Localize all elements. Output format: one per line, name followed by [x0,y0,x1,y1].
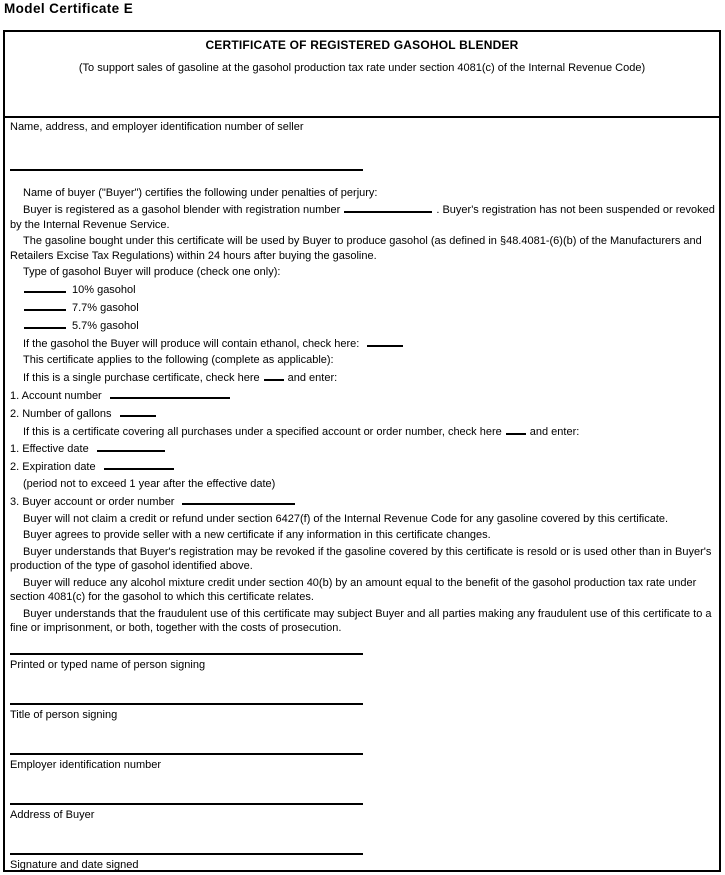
buyer-address-field[interactable] [10,803,363,822]
perjury-statement: Name of buyer ("Buyer") certifies the following under penalties of perjury: [23,186,378,199]
title-of-signer-field[interactable] [10,703,363,722]
account-number-label: 1. Account number [10,389,102,402]
number-of-gallons-row [10,406,715,421]
single-purchase-text-before: If this is a single purchase certificate, check here [23,372,260,385]
number-of-gallons-blank[interactable] [120,406,156,417]
effective-date-blank[interactable] [97,441,165,452]
expiration-date-label: 2. Expiration date [10,461,96,474]
buyer-name-line[interactable] [10,169,363,171]
printed-name-field[interactable] [10,653,363,672]
new-certificate-paragraph: Buyer agrees to provide seller with a new certificate if any information in this certificate changes. [23,529,491,542]
buyer-account-label: 3. Buyer account or order number [10,495,175,508]
registration-text-before: Buyer is registered as a gasohol blender with registration number [23,204,341,217]
certificate-content [5,120,719,872]
covering-text-before: If this is a certificate covering all purchases under a specified account or order number, check here [23,425,502,438]
model-certificate-label: Model Certificate E [4,1,134,16]
covering-purchases-row [10,424,715,439]
signature-date-field[interactable] [10,853,363,872]
no-credit-paragraph: Buyer will not claim a credit or refund under section 6427(f) of the Internal Revenue Code for any gasoline covered by this certificate. [23,512,669,525]
buyer-address-label: Address of Buyer [10,809,95,822]
certificate-box [3,30,721,872]
printed-name-label: Printed or typed name of person signing [10,658,206,671]
account-number-blank[interactable] [110,388,230,399]
certificate-title: CERTIFICATE OF REGISTERED GASOHOL BLENDER [205,38,519,52]
single-purchase-text-after: and enter: [287,372,338,385]
type-heading: Type of gasohol Buyer will produce (check one only): [23,266,281,279]
registration-number-blank[interactable] [344,202,432,213]
expiration-date-row [10,459,715,474]
number-of-gallons-label: 2. Number of gallons [10,407,112,420]
gasohol-option-row-5-7 [10,318,715,333]
account-number-row [10,388,715,403]
covering-checkbox[interactable] [506,424,526,435]
revocation-paragraph: Buyer understands that Buyer's registration may be revoked if the gasoline covered by this certificate is resold or is used other than in Buyer's production of the type of gasohol identified above. [10,546,712,573]
employer-id-label: Employer identification number [10,758,162,771]
ethanol-check-label: If the gasohol the Buyer will produce will contain ethanol, check here: [23,337,360,350]
ethanol-checkbox[interactable] [367,336,403,347]
covering-text-after: and enter: [529,425,580,438]
buyer-account-blank[interactable] [182,494,295,505]
gasohol-10-label: 10% gasohol [72,284,136,297]
seller-section-divider [5,116,719,118]
expiration-date-blank[interactable] [104,459,174,470]
applies-statement: This certificate applies to the following (complete as applicable): [23,354,334,367]
registration-statement [10,202,715,231]
gasohol-7-7-label: 7.7% gasohol [72,302,139,314]
gasohol-5-7-label: 5.7% gasohol [72,319,139,332]
signature-date-label: Signature and date signed [10,859,139,872]
title-of-signer-label: Title of person signing [10,708,118,721]
gasohol-option-row-10 [10,282,715,297]
buyer-account-row [10,494,715,509]
effective-date-label: 1. Effective date [10,443,89,456]
gasohol-option-row-7-7 [10,300,715,315]
ethanol-check-row [10,336,715,351]
certificate-subtitle: (To support sales of gasoline at the gasohol production tax rate under section 4081(c) of the Internal Revenue Code) [78,62,646,75]
gasohol-7-7-checkbox[interactable] [24,300,66,311]
seller-info-label: Name, address, and employer identification number of seller [10,121,304,134]
single-purchase-checkbox[interactable] [264,370,284,381]
gasohol-10-checkbox[interactable] [24,282,66,293]
employer-id-field[interactable] [10,753,363,772]
fraudulent-use-paragraph: Buyer understands that the fraudulent use of this certificate may subject Buyer and all parties making any fraudulent use of this certificate to a fine or imprisonment, or both, together with the costs of prosecution. [10,608,712,635]
credit-reduction-paragraph: Buyer will reduce any alcohol mixture credit under section 40(b) by an amount equal to the benefit of the gasohol production tax rate under section 4081(c) for the gasohol to which this certificate relates. [10,577,697,604]
period-note: (period not to exceed 1 year after the effective date) [23,477,276,490]
single-purchase-row [10,370,715,385]
registration-text-after: . Buyer's registration has not been suspended or revoked by the Internal Revenue Service. [10,204,715,231]
gasoline-use-statement: The gasoline bought under this certificate will be used by Buyer to produce gasohol (as defined in §48.4081-(6)(b) of the Manufacturers and Retailers Excise Tax Regulations) within 24 hours after buying the gasoline. [10,235,702,262]
effective-date-row [10,441,715,456]
gasohol-5-7-checkbox[interactable] [24,318,66,329]
